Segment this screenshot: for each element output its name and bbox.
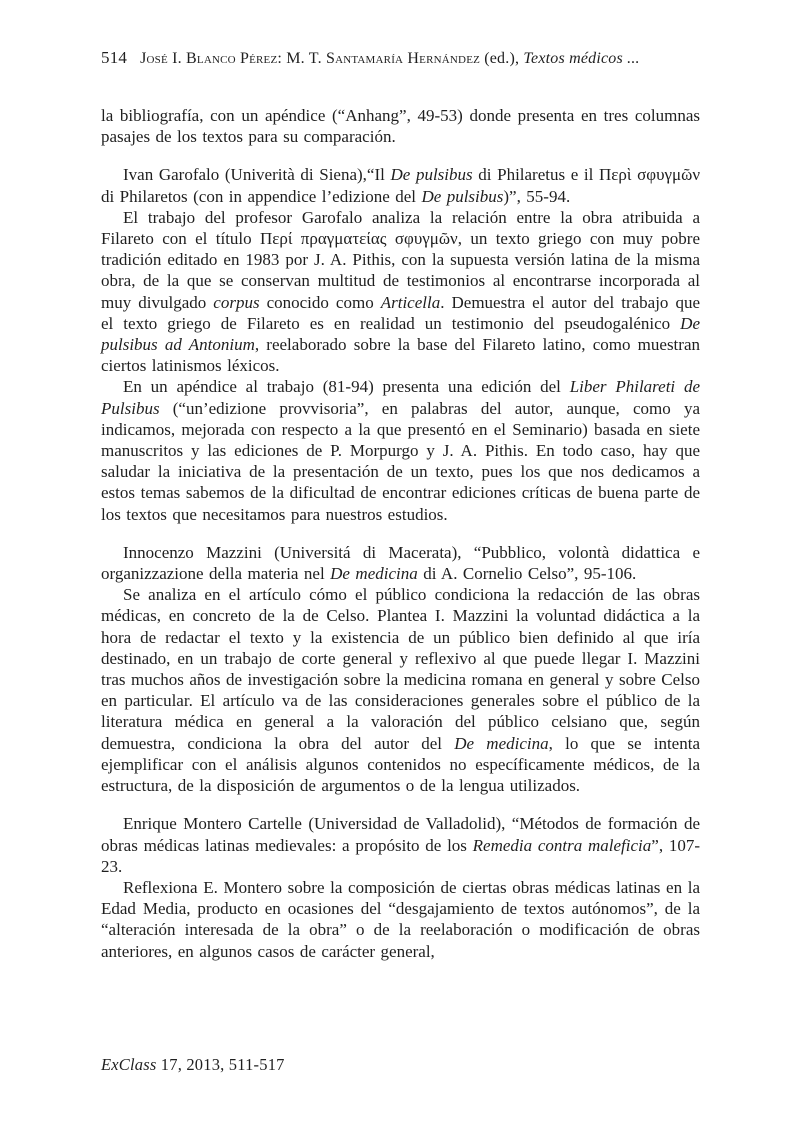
text-run: El trabajo del profesor Garofalo analiza la relación entre la obra atribuida a Filareto con el título Περί πραγματείας σφυγμῶν, un texto griego con muy pobre tradición editado en 1983 por J. A. Pithis, con la supuesta versión latina de la misma obra, de la que se conservan multitud de testimonios al encontrarse incorporada al muy divulgado bbox=[101, 207, 700, 312]
review-paragraph-garofalo-1 bbox=[101, 207, 700, 377]
page-number: 514 bbox=[101, 48, 128, 67]
running-header bbox=[101, 48, 700, 68]
article-citation-mazzini bbox=[101, 542, 700, 584]
text-run: De medicina bbox=[454, 733, 549, 753]
text-run: (“un’edizione provvisoria”, en palabras del autor, aunque, como ya indicamos, mejorada con respecto a la que presentó en el Seminario) basada en siete manuscritos y las ediciones de P. Morpurgo y J. A. Pithis. En todo caso, hay que saludar la iniciativa de la presentación de un texto, pues los que nos dedicamos a estos temas sabemos de la dificultad de encontrar ediciones críticas de buena parte de los textos que necesitamos para nuestros estudios. bbox=[101, 398, 700, 524]
text-run: Reflexiona E. Montero sobre la composición de ciertas obras médicas latinas en la Edad Media, producto en ocasiones del “desgajamiento de textos autónomos”, de la “alteración interesada de la obra” o de la reelaboración o modificación de obras anteriores, en algunos casos de carácter general, bbox=[101, 877, 700, 961]
running-head-text bbox=[140, 50, 640, 68]
text-run: conocido como bbox=[259, 292, 381, 312]
text-run: ExClass bbox=[101, 1055, 157, 1074]
text-run: Articella bbox=[380, 292, 441, 312]
text-run: Innocenzo Mazzini (Universitá di Macerata), “Pubblico, volontà didattica e organizzazione della materia nel bbox=[101, 542, 700, 584]
text-run: José I. Blanco Pérez: M. T. Santamaría Hernández bbox=[140, 50, 481, 67]
text-run: , lo que se intenta ejemplificar con el análisis algunos contenidos no específicamente médicos, de la estructura, de la disposición de argumentos o de la lengua utilizados. bbox=[101, 733, 700, 796]
text-run: (ed.), bbox=[480, 50, 524, 67]
text-run: Remedia contra maleficia bbox=[472, 835, 652, 855]
text-run: ”, 107-23. bbox=[101, 835, 700, 876]
text-run: De medicina bbox=[330, 564, 418, 584]
text-run: 17, 2013, 511-517 bbox=[156, 1055, 285, 1074]
continuation-paragraph bbox=[101, 105, 700, 147]
text-run: En un apéndice al trabajo (81-94) presenta una edición del bbox=[123, 377, 570, 397]
text-run: )”, 55-94. bbox=[503, 186, 571, 206]
text-run: Se analiza en el artículo cómo el público condiciona la redacción de las obras médicas, en concreto de la de Celso. Plantea I. Mazzini la voluntad didáctica a la hora de redactar el texto y la existencia de un público bien definido al que iría destinado, en un trabajo de corte general y reflexivo al que puede llegar I. Mazzini tras muchos años de investigación sobre la medicina romana en general y sobre Celso en particular. El artículo va de las consideraciones generales sobre el público de la literatura médica en general a la valoración del público celsiano que, según demuestra, condiciona la obra del autor del bbox=[101, 585, 700, 753]
text-run: Liber Philareti de Pulsibus bbox=[101, 377, 700, 418]
article-citation-montero bbox=[101, 813, 700, 877]
review-paragraph-mazzini bbox=[101, 584, 700, 796]
journal-citation bbox=[101, 1055, 285, 1074]
text-run: . Demuestra el autor del trabajo que el texto griego de Filareto es en realidad un testimonio del pseudogalénico bbox=[101, 292, 700, 333]
body-text bbox=[101, 105, 700, 962]
article-citation-garofalo bbox=[101, 164, 700, 206]
page-footer bbox=[101, 1055, 285, 1075]
text-run: De pulsibus ad Antonium bbox=[101, 313, 700, 355]
text-run: la bibliografía, con un apéndice (“Anhang”, 49-53) donde presenta en tres columnas pasajes de los textos para su comparación. bbox=[101, 106, 700, 147]
text-run: Ivan Garofalo (Univerità di Siena),“Il bbox=[123, 165, 391, 185]
text-run: De pulsibus bbox=[390, 165, 473, 185]
text-run: , reelaborado sobre la base del Filareto latino, como muestran ciertos latinismos léxicos. bbox=[101, 335, 700, 376]
text-run: corpus bbox=[213, 292, 260, 312]
text-run: Enrique Montero Cartelle (Universidad de Valladolid), “Métodos de formación de obras médicas latinas medievales: a propósito de los bbox=[101, 814, 700, 855]
review-paragraph-montero bbox=[101, 877, 700, 962]
text-run: De pulsibus bbox=[421, 186, 504, 206]
text-run: di Philaretus e il Περὶ σφυγμῶν di Philaretos (con in appendice l’edizione del bbox=[101, 165, 701, 206]
text-run: Textos médicos ... bbox=[523, 50, 640, 67]
text-run: di A. Cornelio Celso”, 95-106. bbox=[417, 564, 637, 584]
review-paragraph-garofalo-2 bbox=[101, 376, 700, 524]
